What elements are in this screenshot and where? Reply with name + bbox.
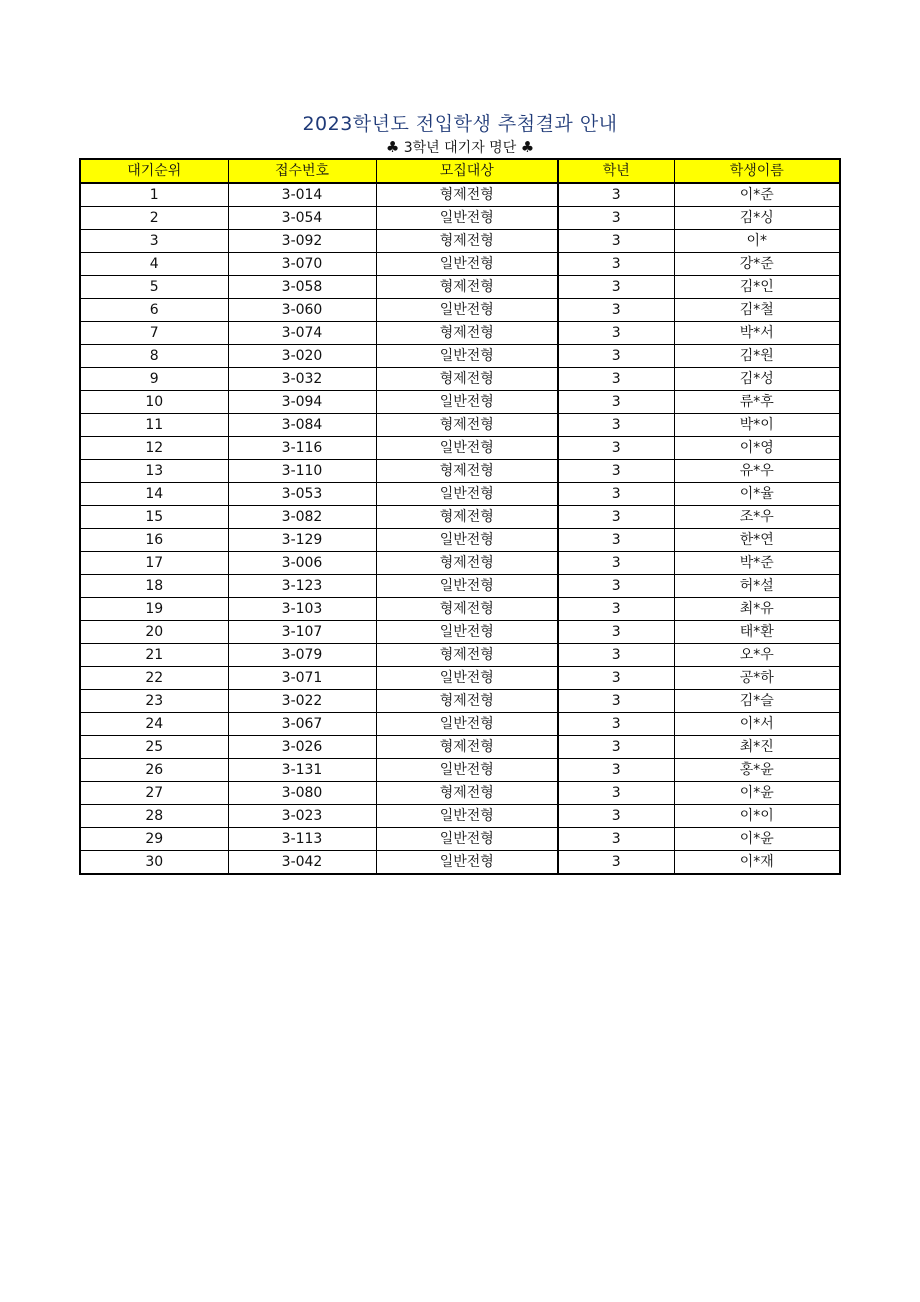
receipt-number-cell: 3-123 [228,575,376,598]
table-row [80,690,840,713]
receipt-number-cell: 3-032 [228,368,376,391]
rank-cell: 3 [80,230,228,253]
table-row [80,621,840,644]
receipt-number-cell: 3-060 [228,299,376,322]
student-name-cell: 이*영 [674,437,840,460]
rank-cell: 8 [80,345,228,368]
table-row [80,667,840,690]
student-name-cell: 오*우 [674,644,840,667]
receipt-number-cell: 3-053 [228,483,376,506]
student-name-cell: 이* [674,230,840,253]
grade-cell: 3 [558,759,674,782]
grade-cell: 3 [558,207,674,230]
rank-cell: 5 [80,276,228,299]
rank-cell: 22 [80,667,228,690]
table-row [80,345,840,368]
column-header: 대기순위 [80,159,228,183]
recruit-type-cell: 형제전형 [376,782,558,805]
recruit-type-cell: 형제전형 [376,230,558,253]
receipt-number-cell: 3-107 [228,621,376,644]
recruit-type-cell: 형제전형 [376,644,558,667]
receipt-number-cell: 3-103 [228,598,376,621]
rank-cell: 19 [80,598,228,621]
receipt-number-cell: 3-094 [228,391,376,414]
grade-cell: 3 [558,368,674,391]
student-name-cell: 류*후 [674,391,840,414]
student-name-cell: 김*슬 [674,690,840,713]
table-row [80,506,840,529]
student-name-cell: 한*연 [674,529,840,552]
receipt-number-cell: 3-113 [228,828,376,851]
table-row [80,230,840,253]
grade-cell: 3 [558,552,674,575]
rank-cell: 27 [80,782,228,805]
receipt-number-cell: 3-042 [228,851,376,875]
club-icon: ♣ [385,138,400,156]
student-name-cell: 유*우 [674,460,840,483]
recruit-type-cell: 일반전형 [376,207,558,230]
student-name-cell: 김*인 [674,276,840,299]
receipt-number-cell: 3-082 [228,506,376,529]
student-name-cell: 김*싱 [674,207,840,230]
table-row [80,529,840,552]
student-name-cell: 이*율 [674,483,840,506]
table-row [80,483,840,506]
student-name-cell: 김*성 [674,368,840,391]
rank-cell: 16 [80,529,228,552]
page-subtitle [0,137,920,157]
grade-cell: 3 [558,621,674,644]
grade-cell: 3 [558,575,674,598]
rank-cell: 29 [80,828,228,851]
grade-cell: 3 [558,460,674,483]
receipt-number-cell: 3-058 [228,276,376,299]
recruit-type-cell: 일반전형 [376,575,558,598]
student-name-cell: 김*원 [674,345,840,368]
rank-cell: 9 [80,368,228,391]
receipt-number-cell: 3-022 [228,690,376,713]
grade-cell: 3 [558,230,674,253]
rank-cell: 28 [80,805,228,828]
recruit-type-cell: 일반전형 [376,483,558,506]
recruit-type-cell: 형제전형 [376,322,558,345]
rank-cell: 15 [80,506,228,529]
rank-cell: 12 [80,437,228,460]
receipt-number-cell: 3-026 [228,736,376,759]
table-row [80,391,840,414]
rank-cell: 18 [80,575,228,598]
table-row [80,276,840,299]
table-row [80,828,840,851]
grade-cell: 3 [558,598,674,621]
table-row [80,713,840,736]
table-row [80,575,840,598]
recruit-type-cell: 일반전형 [376,805,558,828]
table-row [80,460,840,483]
receipt-number-cell: 3-023 [228,805,376,828]
page-title: 2023학년도 전입학생 추첨결과 안내 [302,113,618,135]
subtitle-text: 3학년 대기자 명단 [403,140,517,156]
grade-cell: 3 [558,483,674,506]
recruit-type-cell: 형제전형 [376,598,558,621]
recruit-type-cell: 형제전형 [376,183,558,207]
rank-cell: 23 [80,690,228,713]
receipt-number-cell: 3-006 [228,552,376,575]
student-name-cell: 이*윤 [674,828,840,851]
recruit-type-cell: 형제전형 [376,414,558,437]
table-row [80,644,840,667]
grade-cell: 3 [558,782,674,805]
student-name-cell: 박*이 [674,414,840,437]
grade-cell: 3 [558,253,674,276]
table-row [80,322,840,345]
rank-cell: 1 [80,183,228,207]
student-name-cell: 태*환 [674,621,840,644]
recruit-type-cell: 일반전형 [376,828,558,851]
grade-cell: 3 [558,667,674,690]
rank-cell: 6 [80,299,228,322]
rank-cell: 25 [80,736,228,759]
student-name-cell: 최*유 [674,598,840,621]
grade-cell: 3 [558,414,674,437]
rank-cell: 20 [80,621,228,644]
recruit-type-cell: 형제전형 [376,552,558,575]
table-row [80,253,840,276]
receipt-number-cell: 3-074 [228,322,376,345]
recruit-type-cell: 일반전형 [376,621,558,644]
grade-cell: 3 [558,345,674,368]
student-name-cell: 공*하 [674,667,840,690]
table-row [80,183,840,207]
grade-cell: 3 [558,183,674,207]
grade-cell: 3 [558,690,674,713]
receipt-number-cell: 3-116 [228,437,376,460]
table-row [80,207,840,230]
recruit-type-cell: 일반전형 [376,299,558,322]
student-name-cell: 박*서 [674,322,840,345]
grade-cell: 3 [558,805,674,828]
table-row [80,552,840,575]
student-name-cell: 박*준 [674,552,840,575]
receipt-number-cell: 3-071 [228,667,376,690]
recruit-type-cell: 형제전형 [376,506,558,529]
grade-cell: 3 [558,322,674,345]
grade-cell: 3 [558,736,674,759]
recruit-type-cell: 일반전형 [376,253,558,276]
student-name-cell: 조*우 [674,506,840,529]
table-row [80,782,840,805]
recruit-type-cell: 형제전형 [376,276,558,299]
rank-cell: 14 [80,483,228,506]
table-row [80,736,840,759]
rank-cell: 7 [80,322,228,345]
receipt-number-cell: 3-070 [228,253,376,276]
column-header: 접수번호 [228,159,376,183]
recruit-type-cell: 일반전형 [376,713,558,736]
receipt-number-cell: 3-084 [228,414,376,437]
student-name-cell: 이*재 [674,851,840,875]
grade-cell: 3 [558,828,674,851]
rank-cell: 17 [80,552,228,575]
table-row [80,414,840,437]
rank-cell: 30 [80,851,228,875]
student-name-cell: 홍*윤 [674,759,840,782]
receipt-number-cell: 3-110 [228,460,376,483]
table-row [80,437,840,460]
club-icon: ♣ [520,138,535,156]
rank-cell: 26 [80,759,228,782]
rank-cell: 21 [80,644,228,667]
receipt-number-cell: 3-067 [228,713,376,736]
recruit-type-cell: 일반전형 [376,437,558,460]
grade-cell: 3 [558,437,674,460]
grade-cell: 3 [558,644,674,667]
recruit-type-cell: 일반전형 [376,667,558,690]
table-row [80,851,840,875]
grade-cell: 3 [558,299,674,322]
student-name-cell: 김*철 [674,299,840,322]
table-row [80,598,840,621]
recruit-type-cell: 일반전형 [376,851,558,875]
grade-cell: 3 [558,276,674,299]
receipt-number-cell: 3-020 [228,345,376,368]
rank-cell: 13 [80,460,228,483]
waitlist-table [79,158,841,875]
rank-cell: 2 [80,207,228,230]
grade-cell: 3 [558,506,674,529]
table-row [80,368,840,391]
receipt-number-cell: 3-092 [228,230,376,253]
recruit-type-cell: 형제전형 [376,690,558,713]
student-name-cell: 허*설 [674,575,840,598]
recruit-type-cell: 일반전형 [376,529,558,552]
rank-cell: 10 [80,391,228,414]
grade-cell: 3 [558,391,674,414]
recruit-type-cell: 형제전형 [376,736,558,759]
student-name-cell: 강*준 [674,253,840,276]
receipt-number-cell: 3-079 [228,644,376,667]
grade-cell: 3 [558,713,674,736]
recruit-type-cell: 형제전형 [376,368,558,391]
rank-cell: 11 [80,414,228,437]
rank-cell: 24 [80,713,228,736]
student-name-cell: 최*진 [674,736,840,759]
receipt-number-cell: 3-080 [228,782,376,805]
student-name-cell: 이*서 [674,713,840,736]
column-header: 모집대상 [376,159,558,183]
recruit-type-cell: 일반전형 [376,345,558,368]
receipt-number-cell: 3-129 [228,529,376,552]
table-row [80,759,840,782]
table-row [80,299,840,322]
table-row [80,805,840,828]
receipt-number-cell: 3-014 [228,183,376,207]
grade-cell: 3 [558,529,674,552]
receipt-number-cell: 3-054 [228,207,376,230]
student-name-cell: 이*윤 [674,782,840,805]
student-name-cell: 이*이 [674,805,840,828]
grade-cell: 3 [558,851,674,875]
column-header: 학년 [558,159,674,183]
student-name-cell: 이*준 [674,183,840,207]
table-header-row [80,159,840,183]
recruit-type-cell: 일반전형 [376,759,558,782]
column-header: 학생이름 [674,159,840,183]
rank-cell: 4 [80,253,228,276]
table-body [80,183,840,874]
receipt-number-cell: 3-131 [228,759,376,782]
recruit-type-cell: 일반전형 [376,391,558,414]
recruit-type-cell: 형제전형 [376,460,558,483]
